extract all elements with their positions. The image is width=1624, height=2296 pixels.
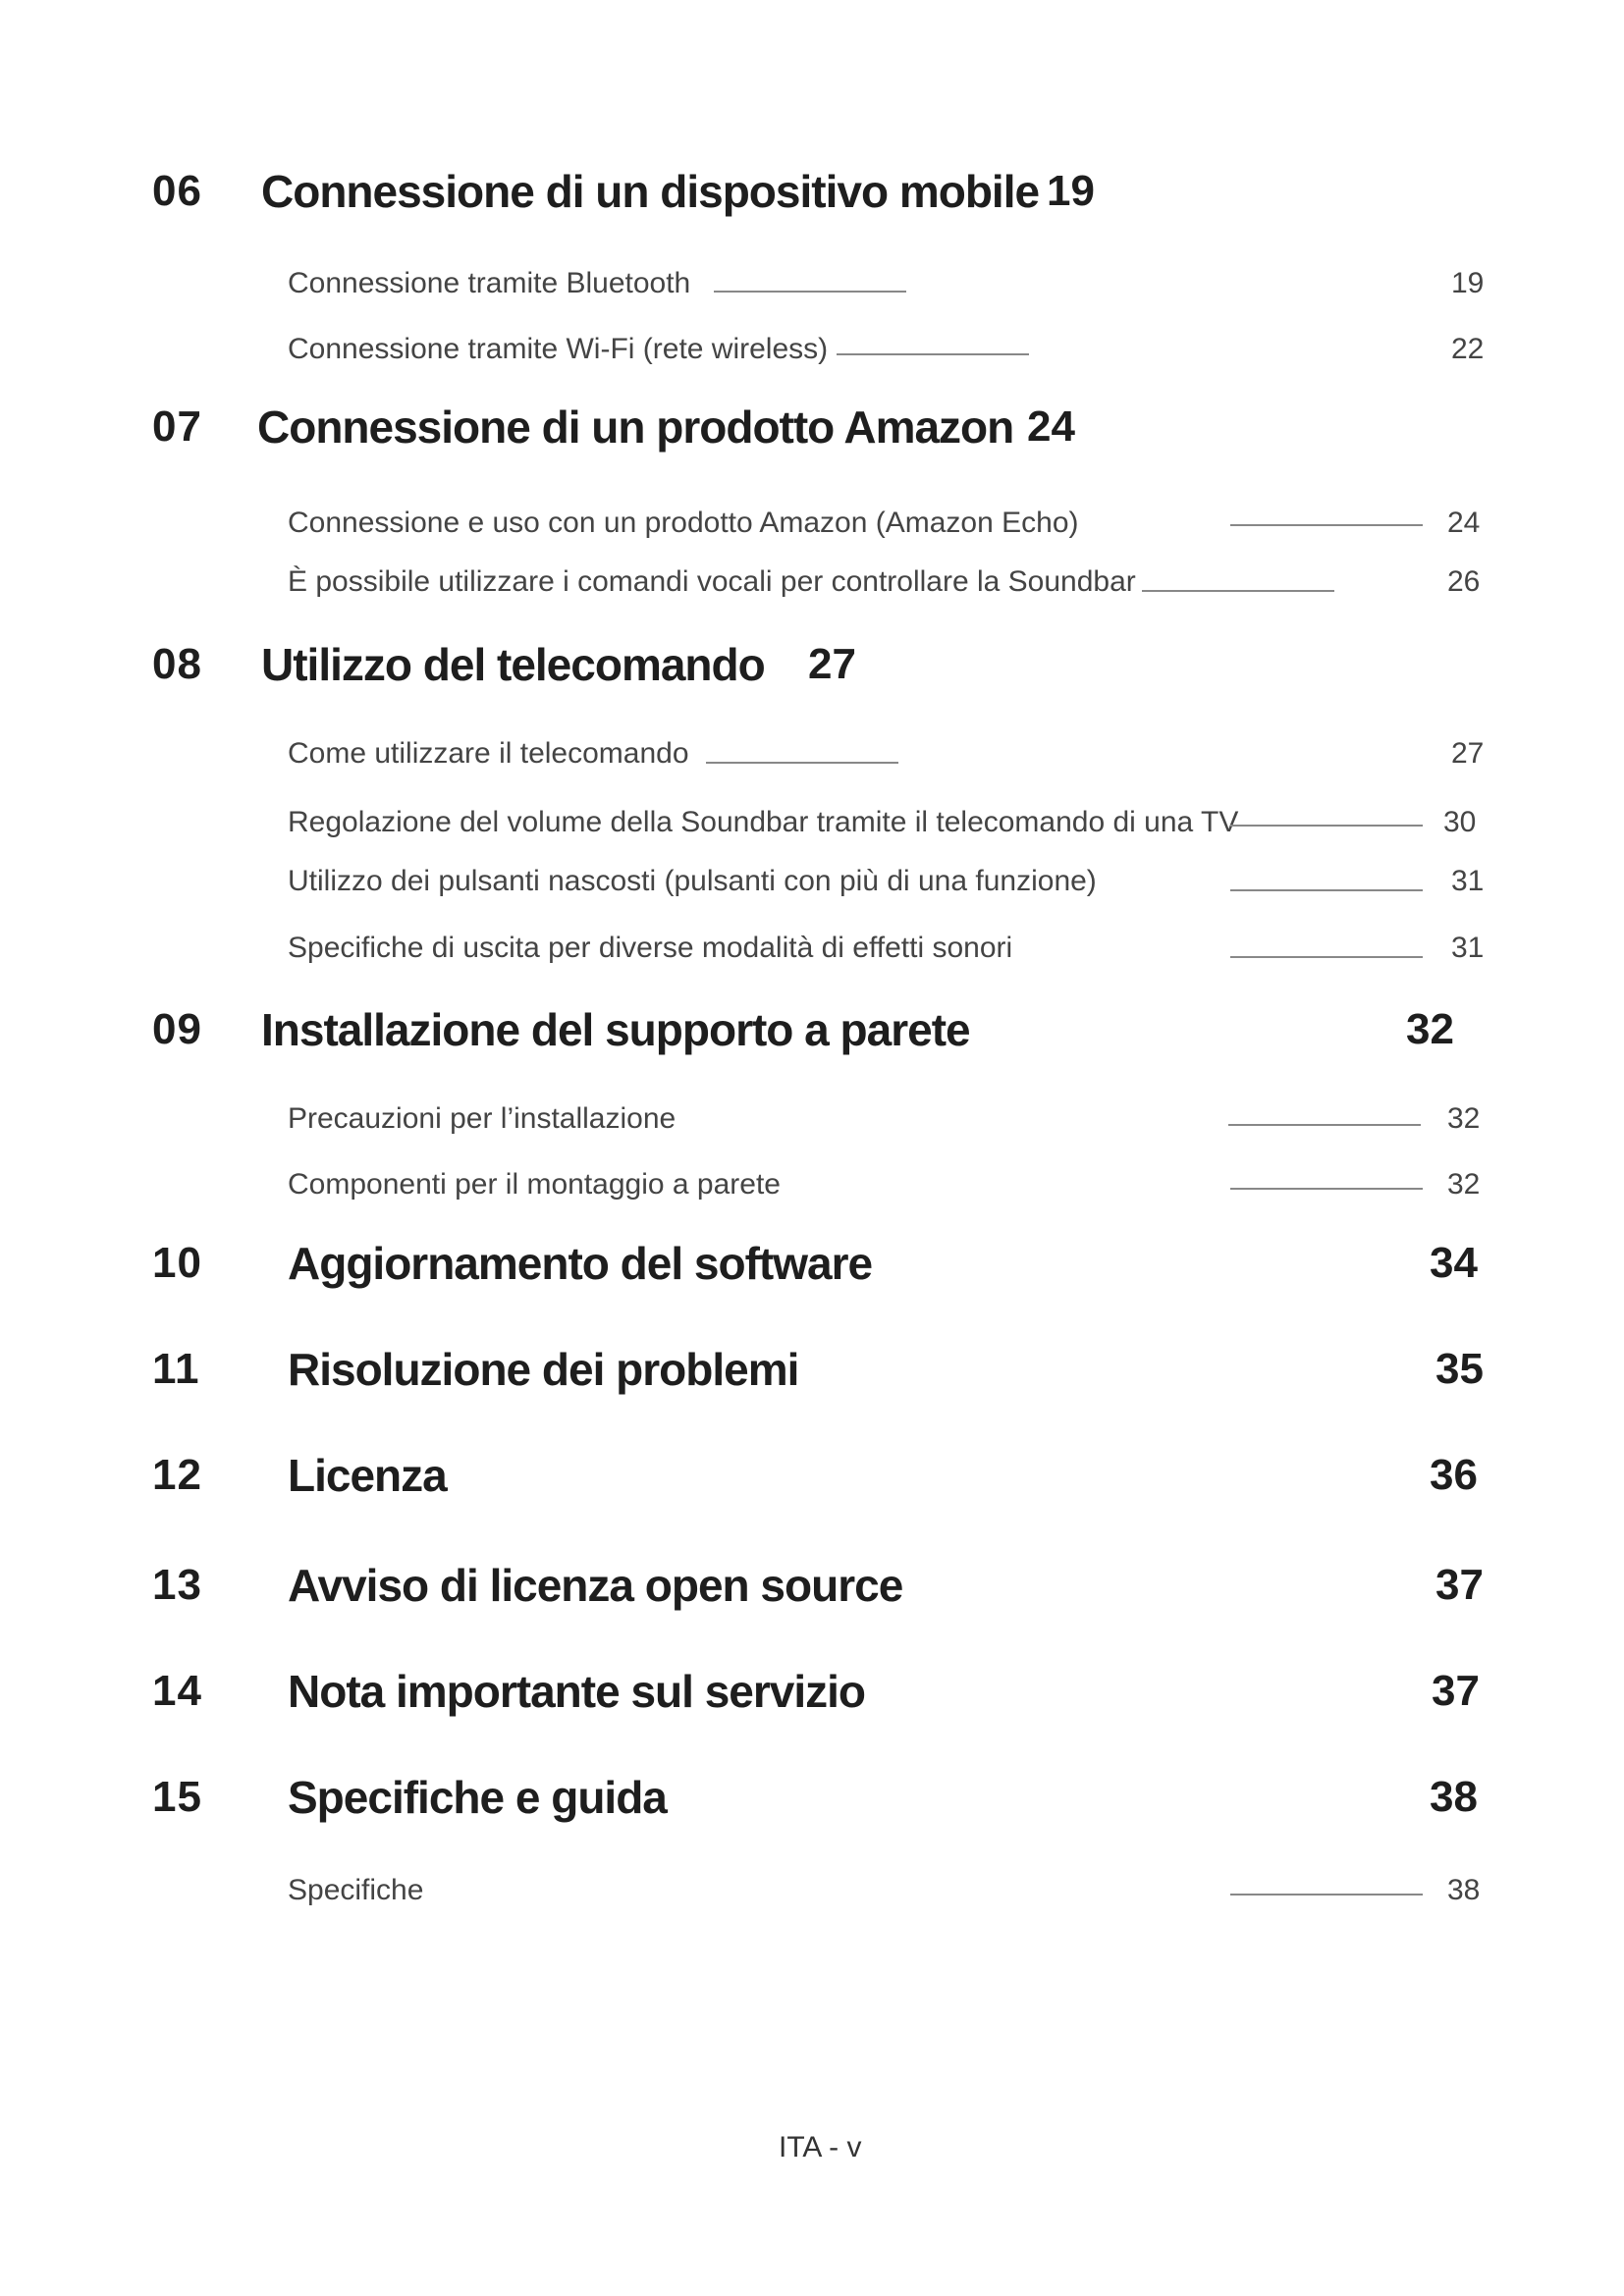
chapter-page-number[interactable]: 19 xyxy=(1047,167,1095,215)
leader-line xyxy=(1230,956,1423,958)
chapter-number: 13 xyxy=(152,1561,202,1609)
chapter-title[interactable]: Nota importante sul servizio xyxy=(288,1666,866,1717)
chapter-page-number[interactable]: 34 xyxy=(1430,1239,1478,1287)
chapter-number: 08 xyxy=(152,640,202,688)
chapter-number: 14 xyxy=(152,1667,202,1715)
toc-entry[interactable]: Connessione e uso con un prodotto Amazon (Amazon Echo) xyxy=(288,507,1079,539)
leader-line xyxy=(1230,524,1423,526)
chapter-number: 11 xyxy=(152,1345,200,1393)
toc-entry-page[interactable]: 22 xyxy=(1451,333,1485,365)
toc-entry-page[interactable]: 38 xyxy=(1447,1874,1481,1906)
chapter-page-number[interactable]: 37 xyxy=(1435,1561,1484,1609)
toc-entry-page[interactable]: 30 xyxy=(1443,806,1477,838)
chapter-page-number[interactable]: 38 xyxy=(1430,1773,1478,1821)
leader-line xyxy=(1230,1188,1423,1190)
toc-entry-page[interactable]: 31 xyxy=(1451,932,1485,964)
chapter-title[interactable]: Utilizzo del telecomando xyxy=(261,639,765,690)
leader-line xyxy=(1230,889,1423,891)
chapter-page-number[interactable]: 24 xyxy=(1027,402,1075,451)
toc-entry[interactable]: Specifiche di uscita per diverse modalità di effetti sonori xyxy=(288,932,1013,964)
toc-entry-page[interactable]: 32 xyxy=(1447,1102,1481,1135)
toc-entry[interactable]: Componenti per il montaggio a parete xyxy=(288,1168,781,1201)
toc-entry[interactable]: Specifiche xyxy=(288,1874,424,1906)
chapter-number: 10 xyxy=(152,1239,202,1287)
chapter-title[interactable]: Installazione del supporto a parete xyxy=(261,1004,970,1055)
leader-line xyxy=(706,762,898,764)
chapter-title[interactable]: Specifiche e guida xyxy=(288,1772,667,1823)
chapter-page-number[interactable]: 36 xyxy=(1430,1451,1478,1499)
leader-line xyxy=(1142,590,1334,592)
toc-entry[interactable]: Connessione tramite Wi-Fi (rete wireless) xyxy=(288,333,829,365)
chapter-title[interactable]: Avviso di licenza open source xyxy=(288,1560,903,1611)
toc-entry-page[interactable]: 32 xyxy=(1447,1168,1481,1201)
leader-line xyxy=(714,291,906,293)
chapter-page-number[interactable]: 32 xyxy=(1406,1005,1454,1053)
chapter-number: 07 xyxy=(152,402,202,451)
toc-entry[interactable]: Connessione tramite Bluetooth xyxy=(288,267,691,299)
chapter-page-number[interactable]: 35 xyxy=(1435,1345,1484,1393)
toc-entry-page[interactable]: 27 xyxy=(1451,737,1485,770)
chapter-page-number[interactable]: 27 xyxy=(808,640,856,688)
toc-entry-page[interactable]: 26 xyxy=(1447,565,1481,598)
page-footer-label: ITA - v xyxy=(779,2131,862,2163)
toc-entry[interactable]: Come utilizzare il telecomando xyxy=(288,737,689,770)
leader-line xyxy=(1230,1894,1423,1896)
toc-entry[interactable]: Precauzioni per l’installazione xyxy=(288,1102,677,1135)
leader-line xyxy=(837,353,1029,355)
chapter-number: 15 xyxy=(152,1773,202,1821)
toc-entry[interactable]: Regolazione del volume della Soundbar tramite il telecomando di una TV xyxy=(288,806,1239,838)
leader-line xyxy=(1230,825,1423,827)
toc-entry[interactable]: Utilizzo dei pulsanti nascosti (pulsanti con più di una funzione) xyxy=(288,865,1097,897)
chapter-title[interactable]: Aggiornamento del software xyxy=(288,1238,873,1289)
chapter-number: 06 xyxy=(152,167,202,215)
toc-entry-page[interactable]: 19 xyxy=(1451,267,1485,299)
chapter-number: 09 xyxy=(152,1005,202,1053)
chapter-title[interactable]: Connessione di un dispositivo mobile xyxy=(261,166,1040,217)
chapter-title[interactable]: Risoluzione dei problemi xyxy=(288,1344,799,1395)
chapter-page-number[interactable]: 37 xyxy=(1432,1667,1480,1715)
toc-entry-page[interactable]: 24 xyxy=(1447,507,1481,539)
toc-entry[interactable]: È possibile utilizzare i comandi vocali per controllare la Soundbar xyxy=(288,565,1136,598)
chapter-title[interactable]: Connessione di un prodotto Amazon xyxy=(257,401,1014,453)
leader-line xyxy=(1228,1124,1421,1126)
chapter-number: 12 xyxy=(152,1451,202,1499)
chapter-title[interactable]: Licenza xyxy=(288,1450,447,1501)
toc-entry-page[interactable]: 31 xyxy=(1451,865,1485,897)
